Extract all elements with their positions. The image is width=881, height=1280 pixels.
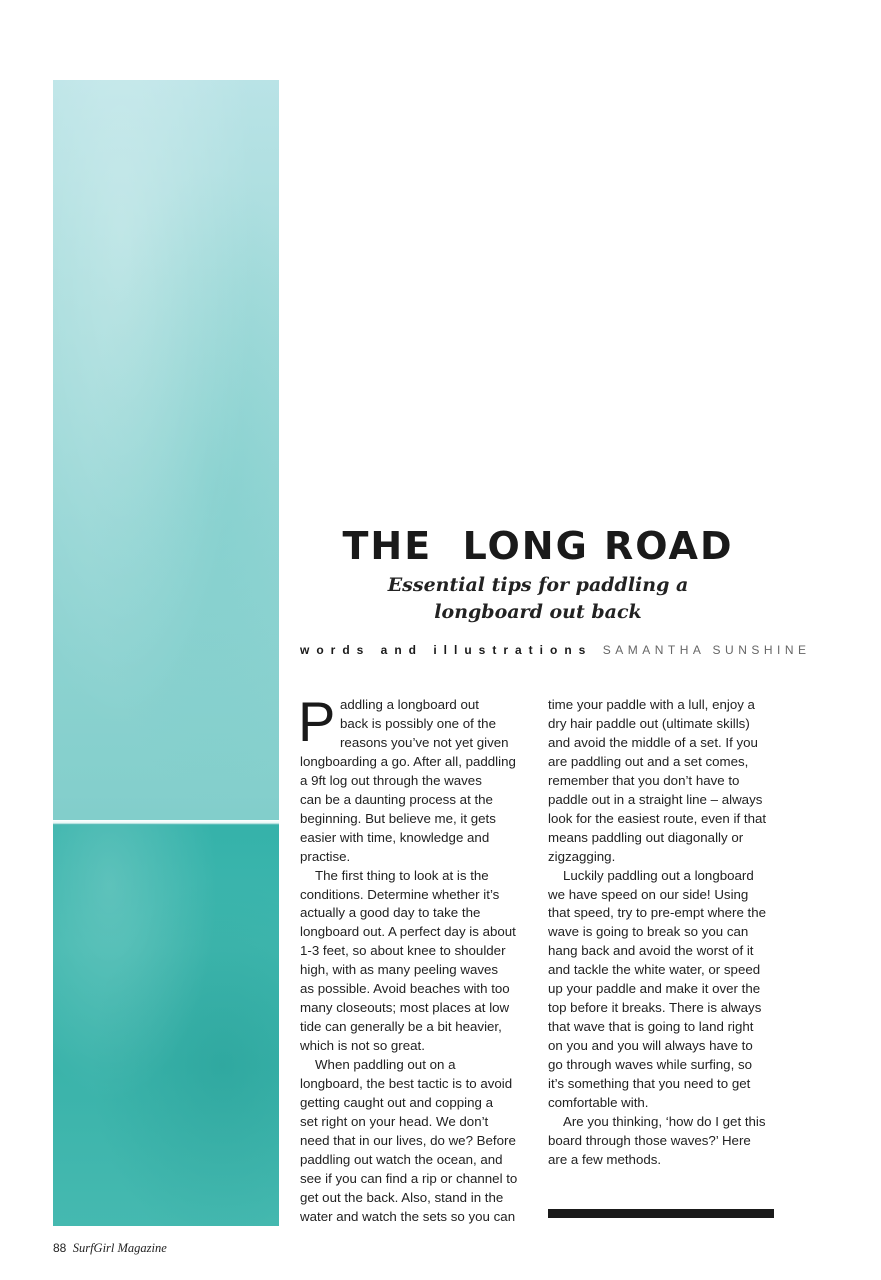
body-text-line: on you and you will always have to — [548, 1038, 753, 1054]
body-text-line: a 9ft log out through the waves — [300, 772, 482, 788]
drop-cap: P — [298, 690, 336, 753]
body-text-line: we have speed on our side! Using — [548, 886, 749, 902]
page-footer — [53, 1241, 167, 1256]
author-name: SAMANTHA SUNSHINE — [602, 643, 811, 657]
body-text-line: tide can generally be a bit heavier, — [300, 1019, 502, 1035]
body-column-left — [298, 690, 526, 1227]
body-text-line: longboarding a go. After all, paddling — [300, 753, 516, 769]
subtitle-line: Essential tips for paddling a — [387, 574, 689, 596]
end-of-article-bar — [548, 1209, 774, 1218]
byline-label: words and illustrations — [300, 643, 593, 657]
body-text-line: up your paddle and make it over the — [548, 981, 761, 997]
body-text-line: easier with time, knowledge and — [300, 829, 490, 845]
subtitle-line: longboard out back — [434, 601, 642, 623]
body-text-line: water and watch the sets so you can — [300, 1208, 516, 1224]
body-text-line: it’s something that you need to get — [548, 1076, 751, 1092]
body-text-line: that speed, try to pre-empt where the — [548, 905, 767, 921]
body-text-line: reasons you’ve not yet given — [340, 734, 509, 750]
body-text-line: need that in our lives, do we? Before — [300, 1132, 516, 1148]
body-text-line: board through those waves?’ Here — [548, 1132, 751, 1148]
body-text-line: see if you can find a rip or channel to — [300, 1170, 518, 1186]
body-text-line: that wave that is going to land right — [548, 1019, 754, 1035]
body-text-line: time your paddle with a lull, enjoy a — [548, 697, 755, 712]
watercolor-sky — [53, 80, 279, 820]
body-text-line: Luckily paddling out a longboard — [563, 867, 754, 883]
body-text-line: dry hair paddle out (ultimate skills) — [548, 715, 750, 731]
body-text-line: which is not so great. — [300, 1038, 425, 1054]
body-text-line: many closeouts; most places at low — [300, 1000, 510, 1016]
body-text-line: beginning. But believe me, it gets — [300, 810, 496, 826]
body-text-line: paddle out in a straight line – always — [548, 791, 763, 807]
body-text-line: means paddling out diagonally or — [548, 829, 744, 845]
article-subtitle — [300, 572, 776, 626]
body-text-line: wave is going to break so you can — [548, 924, 749, 940]
body-text-line: actually a good day to take the — [300, 905, 481, 921]
body-text-line: 1-3 feet, so about knee to shoulder — [300, 943, 506, 959]
body-text-line: comfortable with. — [548, 1095, 649, 1111]
body-text-line: Are you thinking, ‘how do I get this — [563, 1113, 766, 1129]
body-text-line: get out the back. Also, stand in the — [300, 1189, 504, 1205]
body-text-line: hang back and avoid the worst of it — [548, 943, 754, 959]
body-text-line: are a few methods. — [548, 1151, 662, 1167]
body-text-line: and avoid the middle of a set. If you — [548, 734, 758, 750]
body-text-line: paddling out watch the ocean, and — [300, 1151, 503, 1167]
watercolor-sea — [53, 825, 279, 1226]
body-text-line: remember that you don’t have to — [548, 772, 740, 788]
body-text-line: addling a longboard out — [340, 697, 479, 712]
publication-name: SurfGirl Magazine — [72, 1241, 167, 1255]
body-text-line: longboard out. A perfect day is about — [300, 924, 516, 940]
body-text-line: high, with as many peeling waves — [300, 962, 499, 978]
body-column-right — [548, 696, 774, 1170]
body-text-line: top before it breaks. There is always — [548, 1000, 762, 1016]
body-text-line: getting caught out and copping a — [300, 1095, 493, 1111]
body-text-line: The first thing to look at is the — [315, 867, 489, 883]
body-text-line: back is possibly one of the — [340, 715, 496, 731]
page-number: 88 — [53, 1241, 67, 1255]
body-text-line: look for the easiest route, even if that — [548, 810, 767, 826]
body-text-line: zigzagging. — [548, 848, 616, 864]
article-title: THE LONG ROAD — [342, 524, 734, 568]
body-text-line: can be a daunting process at the — [300, 791, 493, 807]
byline — [300, 643, 811, 657]
body-text-line: as possible. Avoid beaches with too — [300, 981, 510, 997]
body-text-line: conditions. Determine whether it’s — [300, 886, 500, 902]
body-text-line: are paddling out and a set comes, — [548, 753, 749, 769]
body-text-line: set right on your head. We don’t — [300, 1113, 489, 1129]
body-text-line: When paddling out on a — [315, 1057, 456, 1073]
body-text-line: longboard, the best tactic is to avoid — [300, 1076, 513, 1092]
body-text-line: and tackle the white water, or speed — [548, 962, 761, 978]
body-text-line: practise. — [300, 848, 351, 864]
watercolor-seascape-illustration — [53, 80, 279, 1226]
body-text-line: go through waves while surfing, so — [548, 1057, 752, 1073]
